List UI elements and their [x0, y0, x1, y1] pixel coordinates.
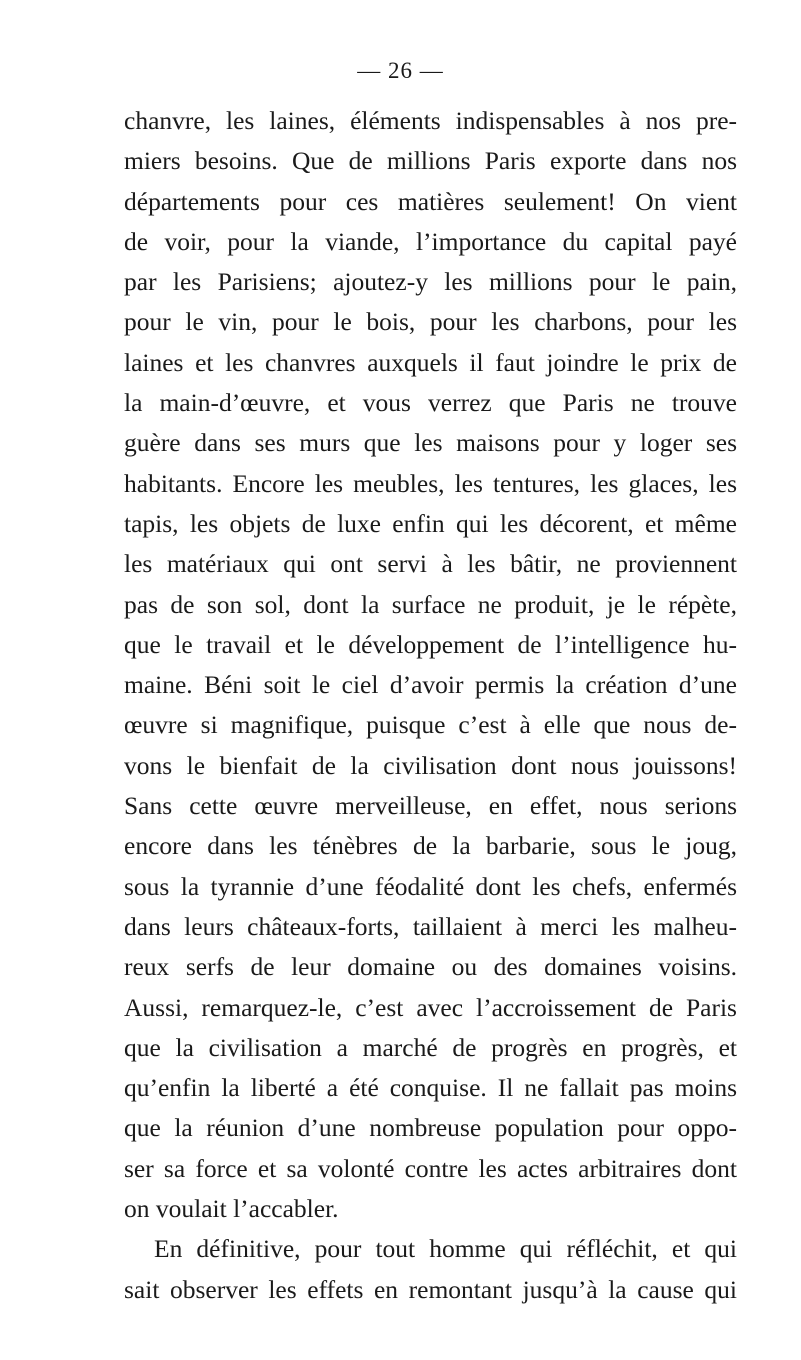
- text-line: maine. Béni soit le ciel d’avoir permis la création d’une: [124, 670, 737, 700]
- text-line: En définitive, pour tout homme qui réfléchit, et qui: [154, 1234, 737, 1264]
- text-line: pour le vin, pour le bois, pour les charbons, pour les: [124, 307, 737, 337]
- text-line: que la civilisation a marché de progrès en progrès, et: [124, 1032, 737, 1062]
- text-line: sous la tyrannie d’une féodalité dont les chefs, enfermés: [124, 871, 737, 901]
- text-line: ser sa force et sa volonté contre les actes arbitraires dont: [124, 1153, 737, 1183]
- text-line: tapis, les objets de luxe enfin qui les décorent, et même: [124, 508, 737, 538]
- text-line: vons le bienfait de la civilisation dont nous jouissons!: [124, 750, 737, 780]
- text-line: laines et les chanvres auxquels il faut joindre le prix de: [124, 347, 737, 377]
- text-line: œuvre si magnifique, puisque c’est à elle que nous de-: [124, 710, 737, 740]
- text-line: habitants. Encore les meubles, les tentures, les glaces, les: [124, 468, 737, 498]
- text-line: qu’enfin la liberté a été conquise. Il ne fallait pas moins: [124, 1073, 737, 1103]
- text-line: les matériaux qui ont servi à les bâtir, ne proviennent: [124, 549, 737, 579]
- text-line: chanvre, les laines, éléments indispensables à nos pre-: [124, 106, 737, 135]
- paragraph: [124, 1229, 737, 1310]
- text-line: guère dans ses murs que les maisons pour y loger ses: [124, 428, 737, 458]
- text-line: par les Parisiens; ajoutez-y les millions pour le pain,: [124, 267, 737, 297]
- text-line: encore dans les ténèbres de la barbarie, sous le joug,: [124, 831, 737, 861]
- text-line: que la réunion d’une nombreuse population pour oppo-: [124, 1113, 737, 1143]
- text-line: Sans cette œuvre merveilleuse, en effet, nous serions: [124, 791, 737, 821]
- text-line: on voulait l’accabler.: [124, 1194, 339, 1224]
- page-number: — 26 —: [357, 58, 444, 83]
- text-line: départements pour ces matières seulement! On vient: [124, 186, 737, 216]
- paragraph: [124, 101, 737, 1229]
- text-line: dans leurs châteaux-forts, taillaient à merci les malheu-: [124, 911, 737, 941]
- body-text: [124, 101, 737, 1310]
- text-line: que le travail et le développement de l’intelligence hu-: [124, 629, 737, 659]
- text-line: sait observer les effets en remontant jusqu’à la cause qui: [124, 1274, 737, 1304]
- text-line: Aussi, remarquez-le, c’est avec l’accroissement de Paris: [124, 992, 737, 1022]
- text-line: pas de son sol, dont la surface ne produit, je le répète,: [124, 589, 737, 619]
- text-line: miers besoins. Que de millions Paris exporte dans nos: [124, 146, 737, 176]
- text-line: de voir, pour la viande, l’importance du capital payé: [124, 226, 737, 256]
- text-line: reux serfs de leur domaine ou des domaines voisins.: [124, 952, 737, 982]
- text-line: la main-d’œuvre, et vous verrez que Paris ne trouve: [124, 388, 737, 418]
